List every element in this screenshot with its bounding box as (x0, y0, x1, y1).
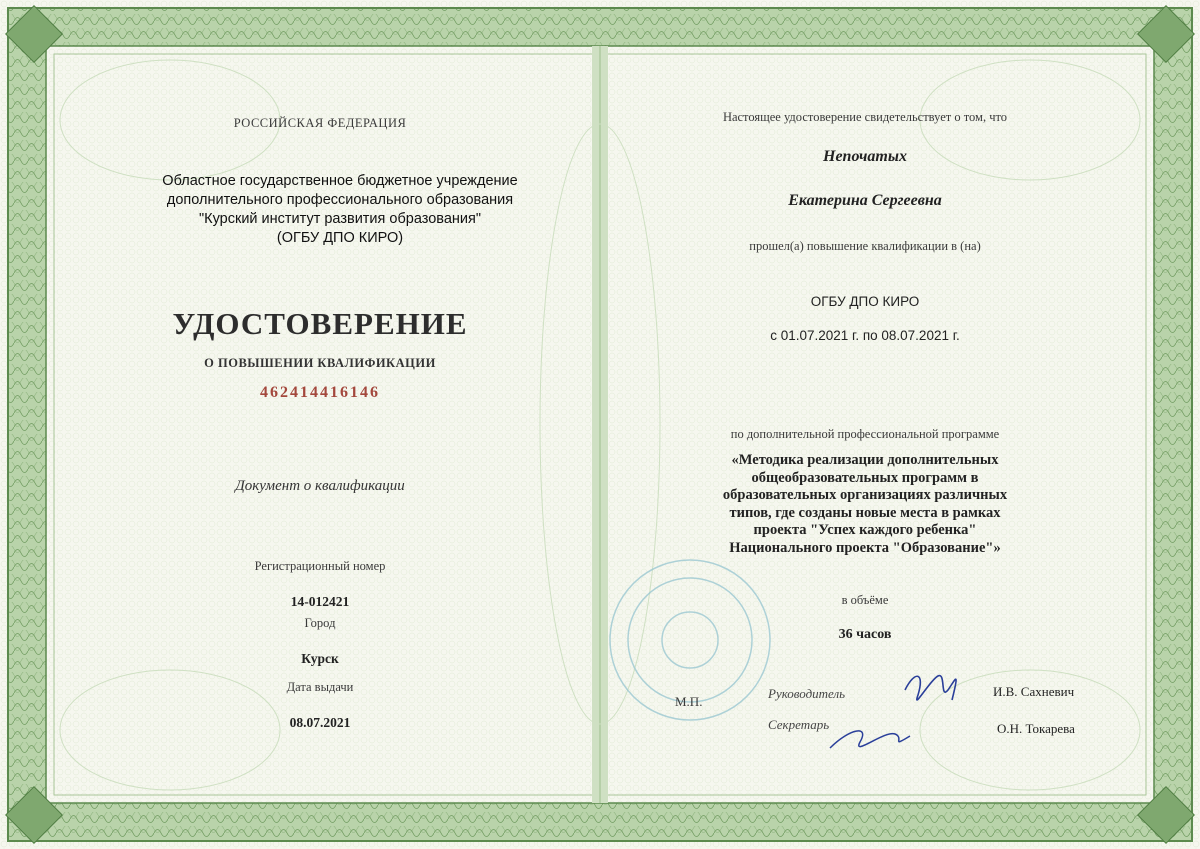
institution-name: ОГБУ ДПО КИРО (810, 294, 920, 309)
org-line: дополнительного профессионального образования (166, 192, 514, 208)
organization-name (110, 172, 570, 248)
head-role: Руководитель (768, 686, 846, 701)
program-title (650, 452, 1080, 557)
program-line: «Методика реализации дополнительных (731, 452, 999, 468)
training-period: с 01.07.2021 г. по 08.07.2021 г. (770, 328, 960, 343)
org-line: (ОГБУ ДПО КИРО) (276, 230, 404, 246)
program-line: общеобразовательных программ в (751, 469, 979, 486)
holder-name: Екатерина Сергеевна (788, 192, 942, 209)
passed-text: прошел(а) повышение квалификации в (на) (749, 239, 981, 253)
country-label: РОССИЙСКАЯ ФЕДЕРАЦИЯ (233, 116, 407, 130)
registration-label: Регистрационный номер (254, 559, 386, 573)
org-line: Областное государственное бюджетное учреждение (162, 173, 518, 189)
program-line: образовательных организациях различных (722, 487, 1008, 503)
issue-date-label: Дата выдачи (286, 680, 354, 694)
document-subtitle: О ПОВЫШЕНИИ КВАЛИФИКАЦИИ (204, 356, 436, 370)
volume-value: 36 часов (838, 627, 892, 642)
secretary-role: Секретарь (768, 717, 830, 732)
city-value: Курск (301, 651, 339, 666)
document-type: Документ о квалификации (235, 478, 405, 494)
holder-surname: Непочатых (823, 148, 907, 165)
registration-number: 14-012421 (290, 594, 350, 609)
program-line: проекта "Успех каждого ребенка" (753, 522, 977, 538)
program-label: по дополнительной профессиональной программе (730, 427, 1000, 441)
org-line: "Курский институт развития образования" (198, 211, 482, 227)
secretary-name: О.Н. Токарева (997, 721, 1075, 736)
intro-text: Настоящее удостоверение свидетельствует о том, что (722, 110, 1008, 124)
issue-date-value: 08.07.2021 (289, 715, 351, 730)
serial-number: 462414416146 (260, 384, 380, 401)
program-line: типов, где созданы новые места в рамках (729, 504, 1001, 521)
program-line: Национального проекта "Образование"» (729, 539, 1001, 556)
city-label: Город (304, 616, 336, 630)
head-name: И.В. Сахневич (993, 684, 1075, 699)
document-title: УДОСТОВЕРЕНИЕ (172, 306, 468, 341)
volume-label: в объёме (841, 593, 889, 607)
stamp-label: М.П. (675, 694, 703, 709)
